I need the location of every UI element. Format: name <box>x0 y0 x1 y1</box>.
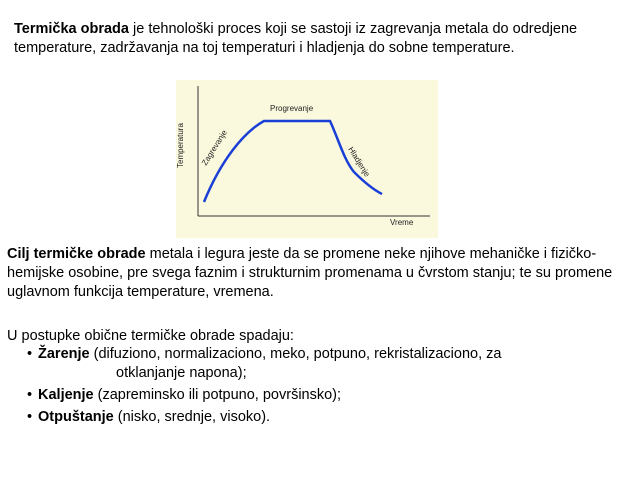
item-term: Otpuštanje <box>38 409 114 425</box>
item-text: (zapreminsko ili potpuno, površinsko); <box>93 387 342 403</box>
bullet: • <box>27 409 33 425</box>
heat-treatment-diagram <box>176 80 438 238</box>
item-text: (nisko, srednje, visoko). <box>113 409 271 425</box>
intro-text: je tehnološki proces koji se sastoji iz zagrevanja metala do odredjene temperature, zadržavanja na toj temperaturi i hladjenja do sobne temperature. <box>14 21 578 56</box>
item-text-continued: otklanjanje napona); <box>116 365 247 381</box>
item-text: (difuziono, normalizaciono, meko, potpuno, rekristalizaciono, za <box>89 346 502 362</box>
phase-heating-label: Zagrevanje <box>200 128 229 168</box>
list-item <box>27 408 627 427</box>
list-item <box>27 386 627 405</box>
goal-text: metala i legura jeste da se promene neke njihove mehaničke i fizičko-hemijske osobine, pre svega faznim i strukturnim promenama u čvrstom stanju; te su promene uglavnom funkcija temperature, vremena. <box>7 246 613 300</box>
list-intro: U postupke obične termičke obrade spadaju: <box>7 328 294 344</box>
goal-paragraph <box>7 245 635 302</box>
bullet: • <box>27 346 33 362</box>
item-term: Žarenje <box>38 346 90 362</box>
phase-cooling-label: Hladjenje <box>346 145 372 179</box>
goal-term: Cilj termičke obrade <box>7 246 146 262</box>
list-item <box>27 345 627 383</box>
item-term: Kaljenje <box>38 387 94 403</box>
intro-term: Termička obrada <box>14 21 129 37</box>
y-axis-label: Temperatura <box>176 123 185 168</box>
intro-paragraph <box>14 20 614 58</box>
treatment-list <box>27 345 627 430</box>
phase-holding-label: Progrevanje <box>270 104 314 113</box>
x-axis-label: Vreme <box>390 218 414 227</box>
bullet: • <box>27 387 33 403</box>
diagram-svg <box>176 80 438 238</box>
